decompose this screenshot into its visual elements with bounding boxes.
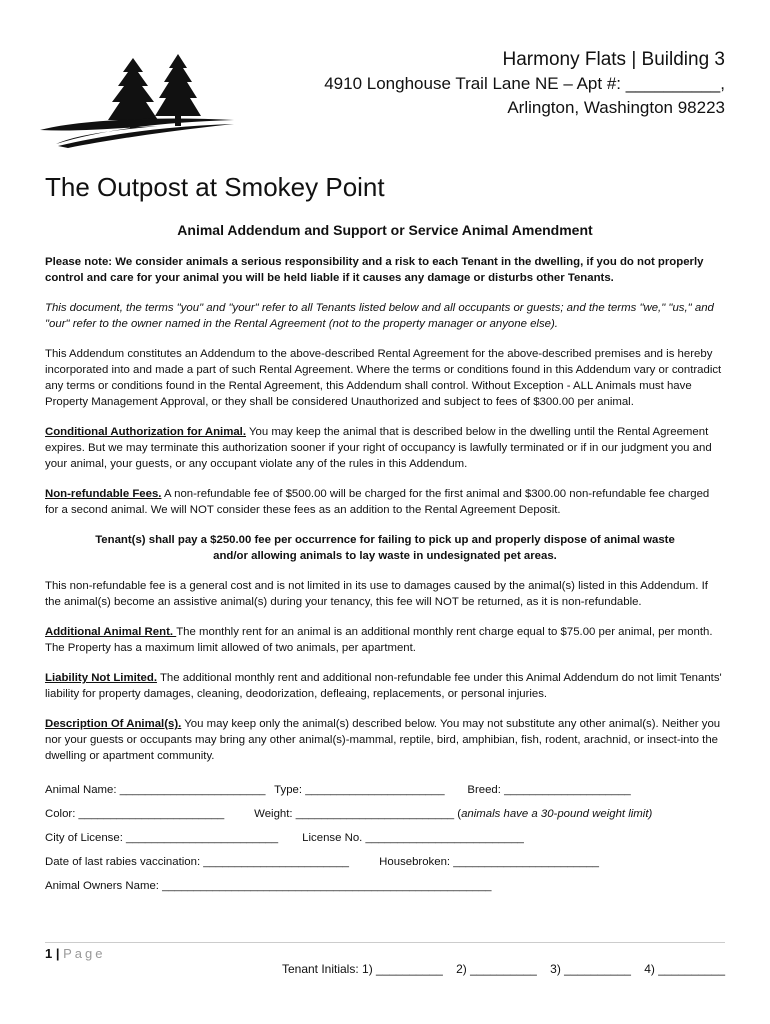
page-label: Page	[63, 946, 106, 961]
page-separator: |	[55, 946, 60, 961]
color-field[interactable]: Color: _______________________	[45, 808, 225, 820]
fees-paragraph	[45, 486, 725, 518]
page-number-value: 1	[45, 946, 53, 961]
company-logo	[38, 50, 238, 150]
weight-field[interactable]: Weight: _________________________ (	[254, 808, 462, 820]
property-city: Arlington, Washington 98223	[507, 98, 725, 117]
page-number	[45, 946, 106, 961]
section-heading: Additional Animal Rent.	[45, 626, 177, 638]
waste-line-2: and/or allowing animals to lay waste in undesignated pet areas.	[213, 550, 557, 562]
section-text: You may keep the animal that is described below in the dwelling until the Rental Agreement expires. But we may terminate this authorization sooner if your right of occupancy is lawfully terminated or if in our judgment you and your animal, your guests, or any occupant violate any of the rules in this Addendum.	[45, 426, 712, 470]
animal-form	[45, 778, 725, 898]
city-license-field[interactable]: City of License: ________________________	[45, 832, 279, 844]
animal-name-field[interactable]: Animal Name: _______________________	[45, 784, 266, 796]
form-row	[45, 778, 725, 802]
form-row	[45, 802, 725, 826]
waste-fee-paragraph	[45, 532, 725, 564]
note-paragraph: Please note: We consider animals a serious responsibility and a risk to each Tenant in the dwelling, if you do not properly control and care for your animal you will be held liable if it causes any damage or disturbs other Tenants.	[45, 256, 704, 284]
section-heading: Non-refundable Fees.	[45, 488, 162, 500]
document-subtitle: Animal Addendum and Support or Service Animal Amendment	[177, 222, 593, 238]
waste-line-1: Tenant(s) shall pay a $250.00 fee per occurrence for failing to pick up and properly dispose of animal waste	[95, 534, 675, 546]
type-field[interactable]: Type: ______________________	[274, 784, 445, 796]
form-row	[45, 874, 725, 898]
section-text: You may keep only the animal(s) described below. You may not substitute any other animal(s). Neither you nor your guests or occupants may bring any other animal(s)-mammal, reptile, bird, amphibian, fish, rodent, arachnid, or insect-into the dwelling or apartment community.	[45, 718, 721, 762]
property-name: Harmony Flats | Building 3	[502, 49, 725, 70]
property-header	[324, 48, 725, 120]
breed-field[interactable]: Breed: ____________________	[467, 784, 631, 796]
section-text: The additional monthly rent and additional non-refundable fee under this Animal Addendum do not limit Tenants' liability for property damages, cleaning, deodorization, defleaing, replacements, or personal injuries.	[45, 672, 722, 700]
conditional-paragraph	[45, 424, 725, 472]
form-row	[45, 850, 725, 874]
weight-note: animals have a 30-pound weight limit)	[461, 808, 653, 820]
general-fee-paragraph: This non-refundable fee is a general cost and is not limited in its use to damages caused by the animal(s) listed in this Addendum. If the animal(s) become an assistive animal(s) during your tenancy, this fee will NOT be returned, as it is non-refundable.	[45, 580, 708, 608]
tenant-initials[interactable]: Tenant Initials: 1) __________ 2) __________ 3) __________ 4) __________	[281, 962, 725, 976]
addendum-paragraph: This Addendum constitutes an Addendum to the above-described Rental Agreement for the above-described premises and is hereby incorporated into and made a part of such Rental Agreement. Where the terms or conditions found in this Addendum vary or contradict any terms or conditions found in the Rental Agreement, this Addendum shall control. Without Exception - ALL Animals must have Property Management Approval, or they shall be considered Unauthorized and subject to fees of $300.00 per animal.	[45, 348, 722, 408]
section-text: The monthly rent for an animal is an additional monthly rent charge equal to $75.00 per animal, per month. The Property has a maximum limit allowed of two animals, per apartment.	[45, 626, 713, 654]
section-heading: Liability Not Limited.	[45, 672, 158, 684]
description-paragraph	[45, 716, 725, 764]
footer-divider	[45, 942, 725, 943]
owners-name-field[interactable]: Animal Owners Name: ____________________________________________________	[45, 880, 492, 892]
license-number-field[interactable]: License No. _________________________	[302, 832, 524, 844]
document-body	[45, 222, 725, 898]
section-text: A non-refundable fee of $500.00 will be charged for the first animal and $300.00 non-refundable fee charged for a second animal. We will NOT consider these fees as an addition to the Rental Agreement Deposit.	[45, 488, 710, 516]
definition-paragraph: This document, the terms "you" and "your" refer to all Tenants listed below and all occupants or guests; and the terms "we," "us," and "our" refer to the owner named in the Rental Agreement (not to the property manager or anyone else).	[45, 302, 714, 330]
liability-paragraph	[45, 670, 725, 702]
form-row	[45, 826, 725, 850]
rabies-date-field[interactable]: Date of last rabies vaccination: _______________________	[45, 856, 349, 868]
property-address: 4910 Longhouse Trail Lane NE – Apt #: __________,	[324, 74, 725, 93]
rent-paragraph	[45, 624, 725, 656]
section-heading: Description Of Animal(s).	[45, 718, 182, 730]
housebroken-field[interactable]: Housebroken: _______________________	[379, 856, 599, 868]
section-heading: Conditional Authorization for Animal.	[45, 426, 247, 438]
document-title: The Outpost at Smokey Point	[45, 172, 385, 202]
